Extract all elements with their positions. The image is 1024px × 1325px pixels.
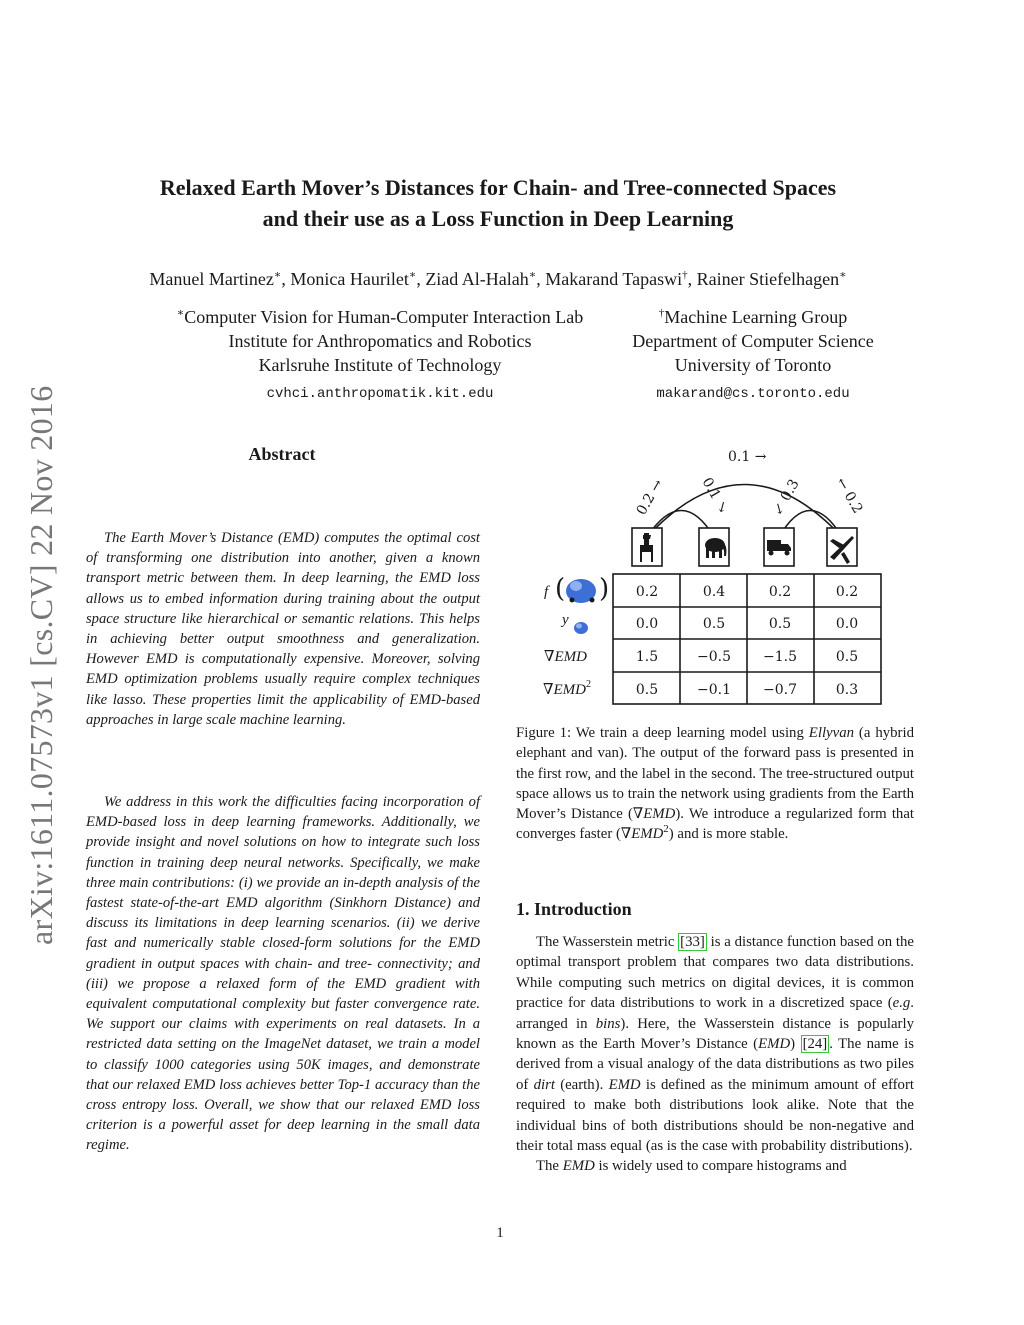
table-cell: −0.7 (763, 682, 797, 698)
page-number: 1 (496, 1225, 504, 1241)
figure-caption: Figure 1: We train a deep learning model using Ellyvan (a hybrid elephant and van). The output of the forward pass is presented in the first row, and the label in the second. The tree-structured output space allows us to train the network using gradients from the Earth Mover’s Distance (∇EMD). We introduce a regularized form that converges faster (∇EMD$^2$) and is more stable. (516, 725, 915, 843)
table-cell: 0.2 (835, 584, 859, 600)
table-cell: 0.5 (768, 616, 792, 632)
arc-label-c: ↙ 0.3 (769, 476, 803, 518)
email-toronto: makarand@cs.toronto.edu (656, 386, 850, 402)
author-list (60, 269, 936, 290)
arc-label-a: 0.2 → (633, 476, 667, 518)
intro-paragraph-1: The Wasserstein metric [33] is a distance function based on the optimal transport problem that compares two data distributions. While computing such metrics on digital devices, it is common practice for data distributions to work in a discretized space (e.g. arranged in bins). Here, the Wasserstein distance is popularly known as the Earth Mover’s Distance (EMD) [24] . The name is derived from a visual analogy of the data distributions as two piles of dirt (earth). EMD is defined as the minimum amount of effort required to make both distributions look alike. Note that the individual bins of both distributions should be non-negative and their total mass equal (as is the case with probability distributions). (516, 934, 915, 1155)
arc-label-d: ← 0.2 (832, 475, 866, 517)
table-cell: 0.5 (635, 682, 659, 698)
abstract-paragraph-1: The Earth Mover’s Distance (EMD) computes the optimal cost of transforming one distribution into another, given a known transport metric between them. In deep learning, the EMD loss allows us to embed information during training about the output space structure like hierarchical or semantic relations. This helps in achieving better output smoothness and generalization. However EMD is computationally expensive. Moreover, solving EMD optimization problems usually require complex techniques like lasso. These properties limit the applicability of EMD-based approaches in large scale machine learning. (86, 530, 480, 728)
author: Makarand Tapaswi†, (545, 269, 697, 289)
arc-label-top: 0.1 → (728, 449, 767, 465)
author: Rainer Stiefelhagen∗ (696, 269, 847, 289)
row-label-f-paren-left: ( (555, 574, 566, 604)
intro-paragraph-2: The EMD is widely used to compare histograms and (536, 1158, 847, 1175)
title-line-1: Relaxed Earth Mover’s Distances for Chain- and Tree-connected Spaces (159, 175, 837, 200)
row-label-y: y (562, 612, 569, 628)
author: Manuel Martinez∗, (149, 269, 291, 289)
arc-label-b: 0.1 ↘ (698, 475, 732, 517)
arxiv-stamp: arXiv:1611.07573v1 [cs.CV] 22 Nov 2016 (23, 385, 59, 945)
table-cell: 0.5 (835, 649, 859, 665)
affiliation-toronto: †Machine Learning Group Department of Computer Science University of Toronto makarand@cs.toronto.edu (600, 305, 906, 406)
table-cell: 1.5 (635, 649, 659, 665)
ellyvan-icon (566, 579, 596, 603)
email-kit: cvhci.anthropomatik.kit.edu (266, 386, 494, 402)
table-cell: −0.5 (697, 649, 731, 665)
author: Monica Haurilet∗, (290, 269, 426, 289)
citation-33[interactable]: [33] (680, 934, 705, 950)
figure-1 (514, 444, 892, 714)
section-heading-introduction: 1. Introduction (516, 899, 632, 919)
abstract-heading: Abstract (248, 444, 316, 464)
table-cell: −0.1 (697, 682, 731, 698)
row-label-f: f (544, 584, 549, 600)
row-label-grad-emd: ∇EMD (544, 649, 587, 665)
table-cell: 0.0 (835, 616, 859, 632)
abstract-paragraph-2: We address in this work the difficulties facing incorporation of EMD-based loss in deep learning frameworks. Additionally, we provide insight and novel solutions on how to integrate such loss function in training deep neural networks. Specifically, we make three main contributions: (i) we provide an in-depth analysis of the fastest state-of-the-art EMD algorithm (Sinkhorn Distance) and discuss its limitations in deep learning scenarios. (ii) we derive fast and numerically stable closed-form solutions for the EMD gradient in output spaces with chain- and tree- connectivity; and (iii) we propose a relaxed form of the EMD gradient with equivalent computational complexity but faster convergence rate. We support our claims with experiments on real datasets. In a restricted data setting on the ImageNet dataset, we train a model to classify 1000 categories using 50K images, and demonstrate that our relaxed EMD loss achieves better Top-1 accuracy than the cross entropy loss. Overall, we show that our relaxed EMD loss criterion is a powerful asset for deep learning in the small data regime. (86, 794, 480, 1154)
table-cell: 0.5 (702, 616, 726, 632)
citation-24[interactable]: [24] (802, 1036, 828, 1053)
table-cell: 0.3 (835, 682, 859, 698)
introduction-text (516, 932, 914, 1177)
affiliation-kit: ∗Computer Vision for Human-Computer Interaction Lab Institute for Anthropomatics and Robotics Karlsruhe Institute of Technology cvhci.anthropomatik.kit.edu (110, 305, 650, 406)
table-cell: 0.0 (635, 616, 659, 632)
title-line-2: and their use as a Loss Function in Deep Learning (262, 206, 734, 231)
table-cell: 0.2 (635, 584, 659, 600)
table-cell: 0.4 (702, 584, 726, 600)
row-label-f-paren-right: ) (599, 574, 610, 604)
table-cell: 0.2 (768, 584, 792, 600)
author: Ziad Al-Halah∗, (425, 269, 546, 289)
ellyvan-icon-small (574, 622, 588, 634)
paper-title (100, 172, 896, 234)
row-label-grad-emd2: ∇EMD$^2$ (543, 679, 591, 698)
table-cell: −1.5 (763, 649, 797, 665)
